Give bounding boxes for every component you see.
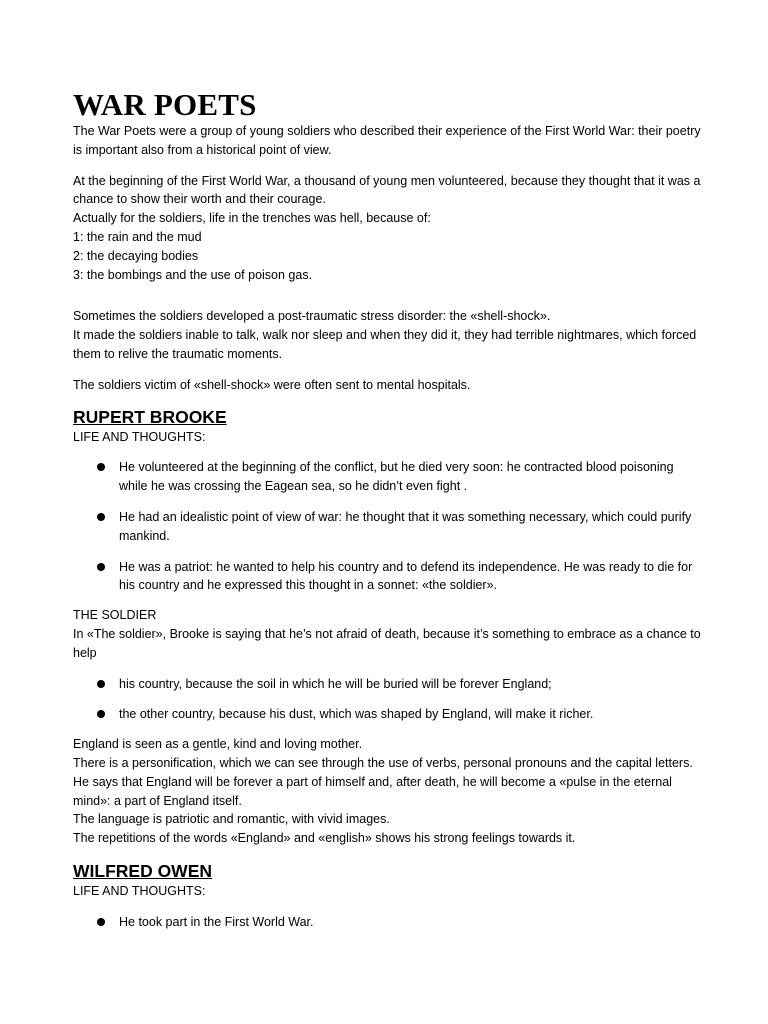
soldier-bullet-list <box>73 675 703 725</box>
list-item <box>73 508 703 546</box>
soldier-intro: In «The soldier», Brooke is saying that he’s not afraid of death, because it’s something to embrace as a chance to help <box>73 626 701 660</box>
intro-paragraph: The War Poets were a group of young soldiers who described their experience of the First World War: their poetry is important also from a historical point of view. <box>73 124 701 157</box>
list-item-text: his country, because the soil in which he will be buried will be forever England; <box>119 676 552 691</box>
bullet-icon <box>97 463 105 471</box>
bullet-icon <box>97 513 105 521</box>
soldier-heading: THE SOLDIER <box>73 608 157 623</box>
shell-shock-line: Sometimes the soldiers developed a post-traumatic stress disorder: the «shell-shock». <box>73 309 551 324</box>
list-item-text: He volunteered at the beginning of the conflict, but he died very soon: he contracted blood poisoning while he was crossing the Eagean sea, so he didn’t even fight . <box>119 460 674 494</box>
list-item <box>73 705 703 724</box>
list-item <box>73 913 703 932</box>
cause-item: 3: the bombings and the use of poison gas. <box>73 267 313 282</box>
trenches-line: Actually for the soldiers, life in the trenches was hell, because of: <box>73 211 431 226</box>
shell-shock-effects: It made the soldiers inable to talk, walk nor sleep and when they did it, they had terrible nightmares, which forced them to relive the traumatic moments. <box>73 328 697 361</box>
cause-item: 1: the rain and the mud <box>73 229 202 244</box>
document-page <box>73 88 703 932</box>
bullet-icon <box>97 680 105 688</box>
bullet-icon <box>97 563 105 571</box>
hospitals-paragraph: The soldiers victim of «shell-shock» were often sent to mental hospitals. <box>73 377 471 392</box>
analysis-line: There is a personification, which we can see through the use of verbs, personal pronouns and the capital letters. He says that England will be forever a part of himself and, after death, he will become a «pulse in the eternal mind»: a part of England itself. <box>73 755 693 808</box>
subheading-life-thoughts: LIFE AND THOUGHTS: <box>73 883 206 898</box>
analysis-line: England is seen as a gentle, kind and loving mother. <box>73 737 363 752</box>
analysis-line: The language is patriotic and romantic, with vivid images. <box>73 812 390 827</box>
subheading-life-thoughts: LIFE AND THOUGHTS: <box>73 429 206 444</box>
bullet-icon <box>97 918 105 926</box>
list-item <box>73 675 703 694</box>
owen-bullet-list <box>73 913 703 932</box>
list-item-text: He had an idealistic point of view of war: he thought that it was something necessary, which could purify mankind. <box>119 509 692 543</box>
list-item-text: He took part in the First World War. <box>119 914 314 929</box>
volunteer-paragraph: At the beginning of the First World War, a thousand of young men volunteered, because they thought that it was a chance to show their worth and their courage. <box>73 173 701 207</box>
bullet-icon <box>97 710 105 718</box>
list-item <box>73 458 703 496</box>
list-item-text: the other country, because his dust, which was shaped by England, will make it richer. <box>119 707 594 722</box>
analysis-line: The repetitions of the words «England» and «english» shows his strong feelings towards it. <box>73 831 576 846</box>
list-item <box>73 558 703 596</box>
section-heading-owen: WILFRED OWEN <box>73 860 213 881</box>
page-title: WAR POETS <box>73 87 257 122</box>
cause-item: 2: the decaying bodies <box>73 248 199 263</box>
section-heading-brooke: RUPERT BROOKE <box>73 406 227 427</box>
list-item-text: He was a patriot: he wanted to help his country and to defend its independence. He was ready to die for his country and he expressed this thought in a sonnet: «the soldier». <box>119 559 693 593</box>
brooke-bullet-list <box>73 458 703 595</box>
